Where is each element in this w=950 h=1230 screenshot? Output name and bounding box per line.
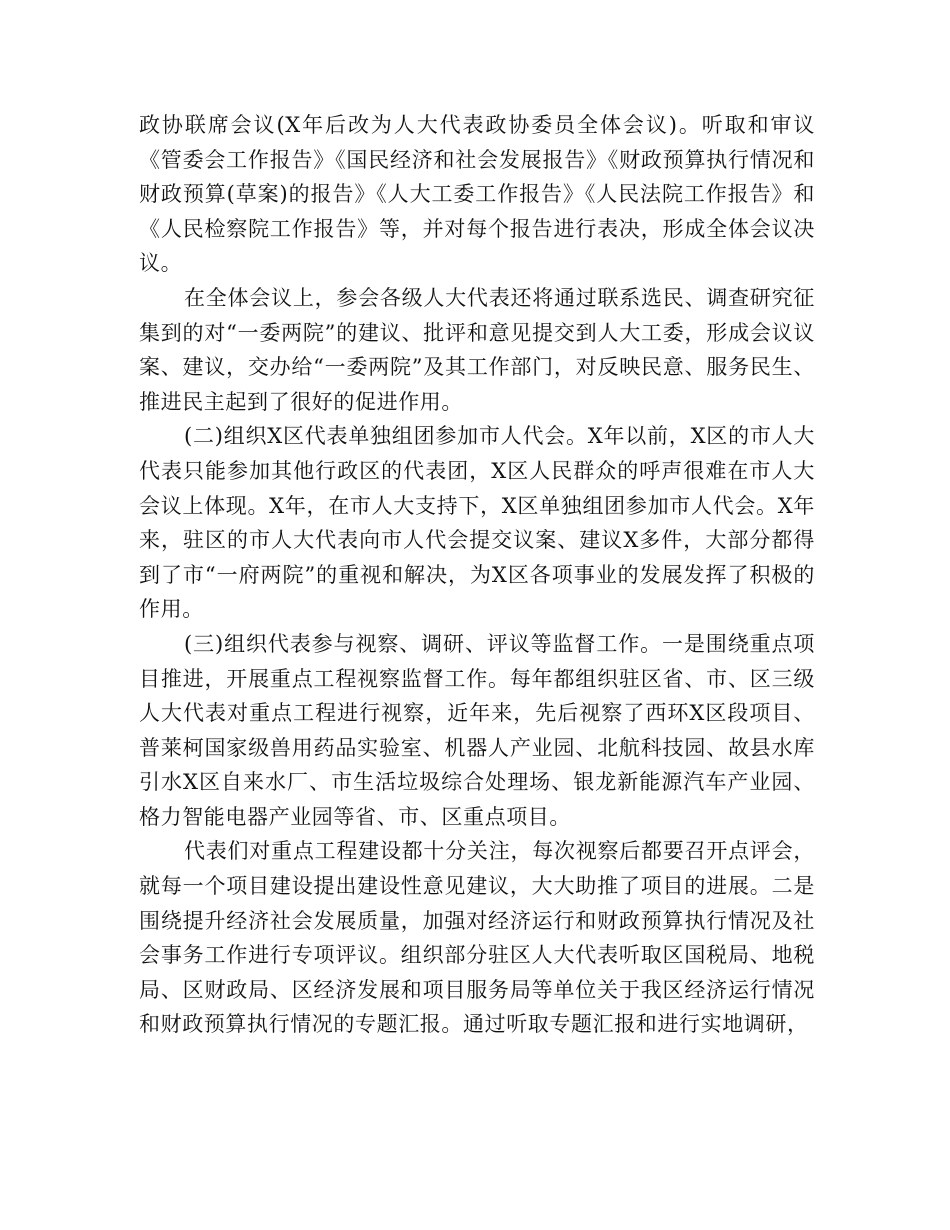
paragraph-3: (二)组织X区代表单独组团参加市人代会。X年以前，X区的市人大代表只能参加其他行政区的代表团，X区人民群众的呼声很难在市人大会议上体现。X年，在市人大支持下，X区单独组团参加市人代会。X年来，驻区的市人大代表向市人代会提交议案、建议X多件，大部分都得到了市“一府两院”的重视和解决，为X区各项事业的发展发挥了积极的作用。 xyxy=(139,424,815,622)
paragraph-4: (三)组织代表参与视察、调研、评议等监督工作。一是围绕重点项目推进，开展重点工程视察监督工作。每年都组织驻区省、市、区三级人大代表对重点工程进行视察，近年来，先后视察了西环X区段项目、普莱柯国家级兽用药品实验室、机器人产业园、北航科技园、故县水库引水X区自来水厂、市生活垃圾综合处理场、银龙新能源汽车产业园、格力智能电器产业园等省、市、区重点项目。 xyxy=(139,631,815,829)
paragraph-2: 在全体会议上，参会各级人大代表还将通过联系选民、调查研究征集到的对“一委两院”的建议、批评和意见提交到人大工委，形成会议议案、建议，交办给“一委两院”及其工作部门，对反映民意、服务民生、推进民主起到了很好的促进作用。 xyxy=(139,285,815,414)
paragraph-5: 代表们对重点工程建设都十分关注，每次视察后都要召开点评会，就每一个项目建设提出建设性意见建议，大大助推了项目的进展。二是围绕提升经济社会发展质量，加强对经济运行和财政预算执行情况及社会事务工作进行专项评议。组织部分驻区人大代表听取区国税局、地税局、区财政局、区经济发展和项目服务局等单位关于我区经济运行情况和财政预算执行情况的专题汇报。通过听取专题汇报和进行实地调研， xyxy=(139,839,815,1037)
paragraph-1: 政协联席会议(X年后改为人大代表政协委员全体会议)。听取和审议《管委会工作报告》《国民经济和社会发展报告》《财政预算执行情况和财政预算(草案)的报告》《人大工委工作报告》《人民法院工作报告》和《人民检察院工作报告》等，并对每个报告进行表决，形成全体会议决议。 xyxy=(139,113,815,276)
document-body xyxy=(139,108,815,1042)
